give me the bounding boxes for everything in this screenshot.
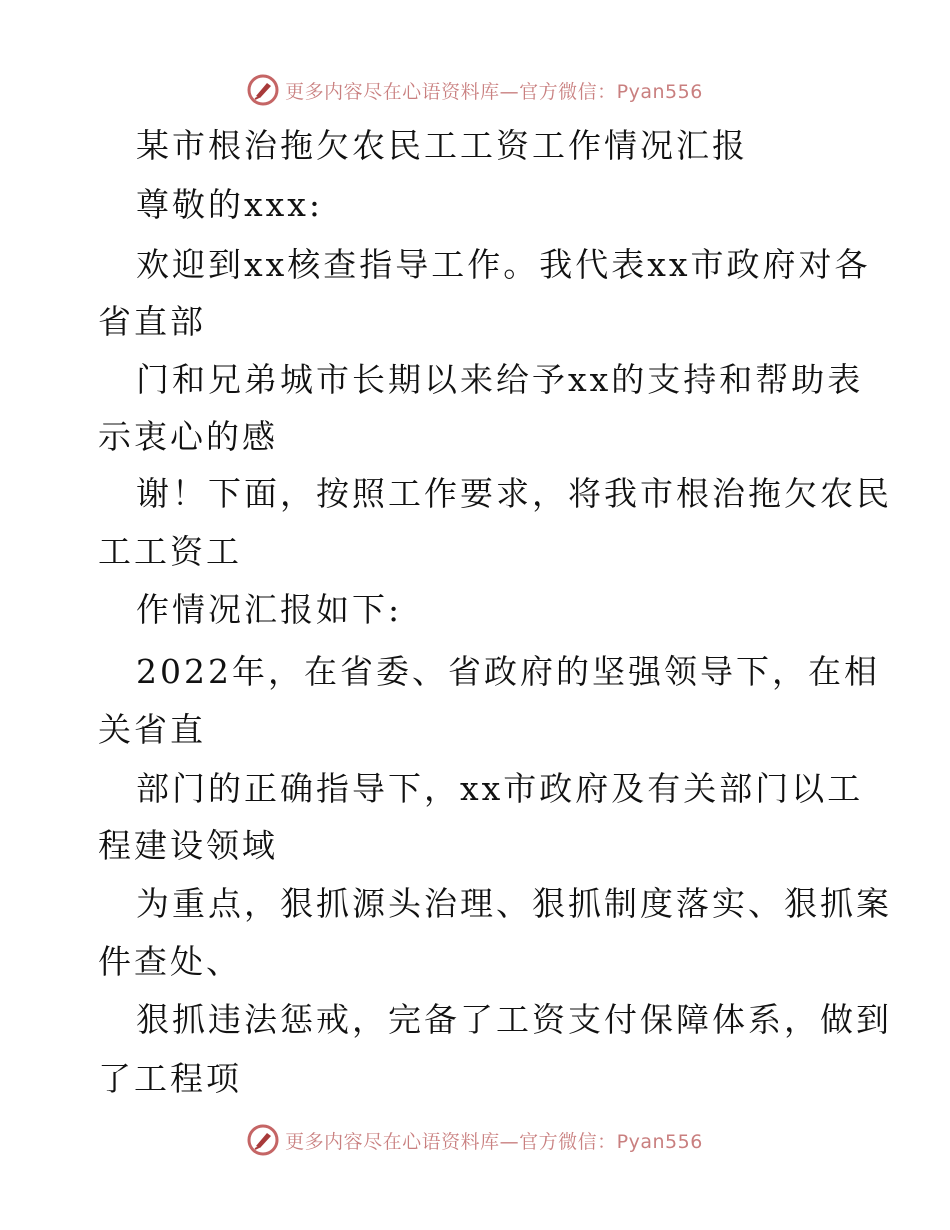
paragraph-line: 关省直 — [98, 710, 206, 749]
paragraph-line: 示衷心的感 — [98, 417, 278, 456]
paragraph-line: 程建设领域 — [98, 826, 278, 865]
watermark-text: 更多内容尽在心语资料库—官方微信：Pyan556 — [285, 80, 703, 103]
paragraph-line: 欢迎到xx核查指导工作。我代表xx市政府对各 — [136, 245, 871, 284]
paragraph-line: 门和兄弟城市长期以来给予xx的支持和帮助表 — [136, 360, 864, 399]
footer-watermark — [0, 1120, 950, 1160]
paragraph-line: 了工程项 — [98, 1059, 242, 1098]
paragraph-line: 作情况汇报如下: — [136, 590, 403, 629]
quill-logo-icon — [247, 74, 279, 106]
paragraph-line: 2022年，在省委、省政府的坚强领导下，在相 — [136, 652, 880, 691]
paragraph-line: 为重点，狠抓源头治理、狠抓制度落实、狠抓案 — [136, 884, 892, 923]
paragraph-line: 部门的正确指导下，xx市政府及有关部门以工 — [136, 769, 864, 808]
watermark-text: 更多内容尽在心语资料库—官方微信：Pyan556 — [285, 1130, 703, 1153]
document-title: 某市根治拖欠农民工工资工作情况汇报 — [136, 126, 748, 165]
paragraph-line: 谢！下面，按照工作要求，将我市根治拖欠农民 — [136, 474, 892, 513]
quill-logo-icon — [247, 1124, 279, 1156]
salutation: 尊敬的xxx: — [136, 185, 323, 224]
paragraph-line: 工工资工 — [98, 532, 242, 571]
paragraph-line: 省直部 — [98, 302, 206, 341]
paragraph-line: 件查处、 — [98, 942, 242, 981]
paragraph-line: 狠抓违法惩戒，完备了工资支付保障体系，做到 — [136, 1000, 892, 1039]
header-watermark — [0, 70, 950, 110]
